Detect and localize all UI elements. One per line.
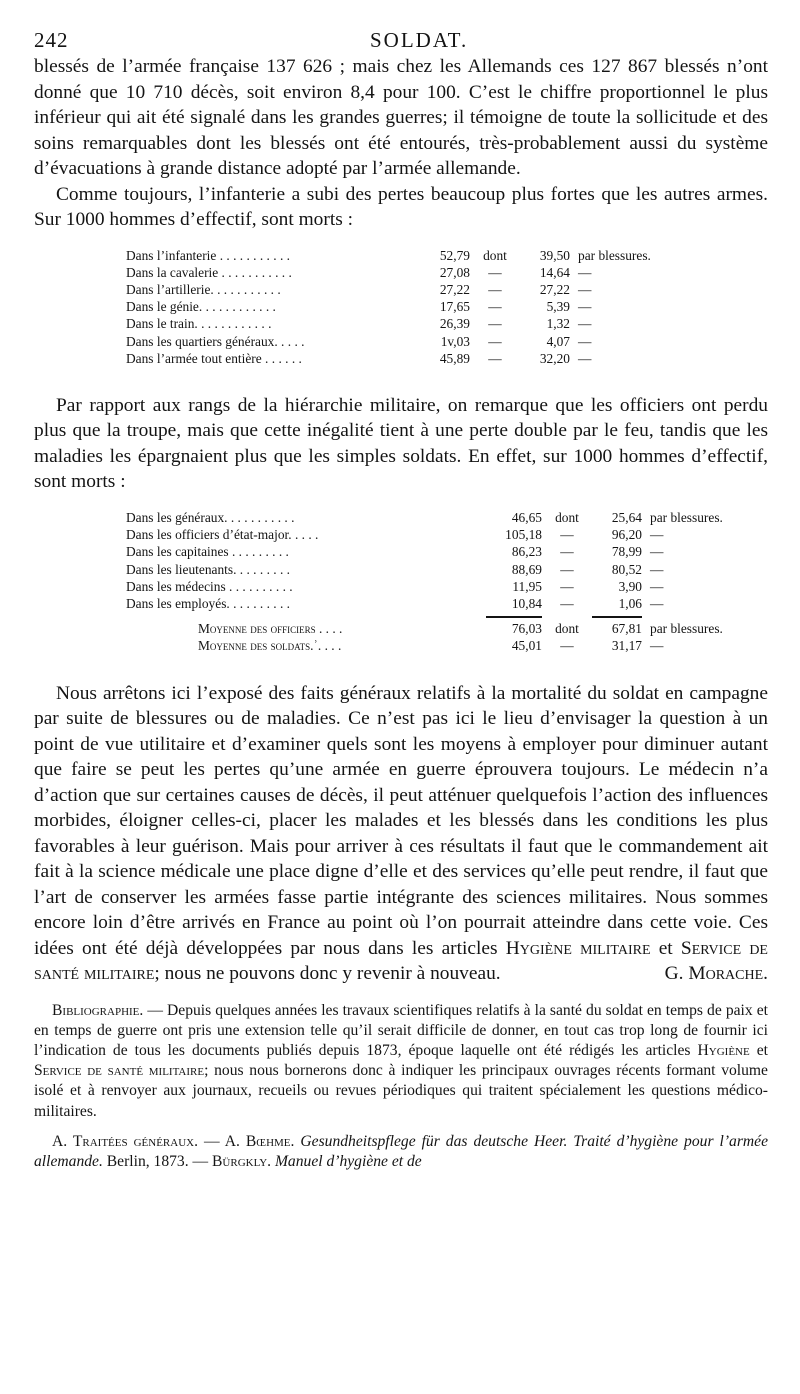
rank-row-label: Dans les capitaines . . . . . . . . . — [126, 544, 289, 560]
arms-row-row — [126, 281, 651, 298]
arms-row-label: Dans la cavalerie . . . . . . . . . . . — [126, 264, 292, 280]
bibliography-text-end: ; nous nous bornerons donc à indiquer les principaux ouvrages récents formant volume isolé et à renvoyer aux journaux, recueils ou revues périodiques qui traitent spécialement les questions médico-militaires. — [34, 1062, 768, 1120]
rank-row-label: Dans les lieutenants. . . . . . . . . — [126, 561, 291, 577]
rank-row-total: 88,69 — [511, 561, 542, 577]
arms-row-label: Dans le génie. . . . . . . . . . . . — [126, 299, 276, 315]
averages-rule — [126, 612, 723, 620]
reference-author-boehme: Bœhme. — [245, 1132, 295, 1150]
arms-row-row — [126, 350, 651, 367]
arms-row-tail: — — [578, 316, 592, 332]
arms-row-total: 1v,03 — [440, 333, 470, 349]
rank-row-tail: — — [650, 527, 664, 543]
arms-row-total: 26,39 — [439, 316, 470, 332]
arms-row-wounds: 1,32 — [546, 316, 570, 332]
arms-row-wounds: 14,64 — [539, 264, 570, 280]
average-row-wounds: 31,17 — [611, 638, 642, 654]
references-section: A. Traitées généraux. — [52, 1132, 199, 1150]
average-row-total: 76,03 — [511, 621, 542, 637]
bibliography-note — [34, 1001, 768, 1122]
rank-row-wounds: 3,90 — [618, 578, 642, 594]
rank-row-connector: — — [560, 544, 574, 560]
arms-row-total: 27,08 — [439, 264, 470, 280]
average-row-connector: — — [560, 638, 574, 654]
arms-row-tail: par blessures. — [578, 247, 651, 263]
arms-row-total: 45,89 — [439, 350, 470, 366]
rank-row-tail: — — [650, 578, 664, 594]
conclusion-end: ; nous ne pouvons donc y revenir à nouveau. — [154, 963, 501, 985]
author-signature: G. Morache. — [664, 963, 768, 985]
paragraph-conclusion — [34, 681, 768, 987]
arms-row-wounds: 39,50 — [539, 247, 570, 263]
arms-row-label: Dans le train. . . . . . . . . . . . — [126, 316, 272, 332]
running-title: SOLDAT. — [370, 28, 469, 52]
average-row-row — [126, 637, 723, 654]
arms-row-row — [126, 315, 651, 332]
average-row-row — [126, 620, 723, 637]
rank-row-tail: — — [650, 561, 664, 577]
bibliography-ref-service: Service de santé militaire — [34, 1062, 205, 1080]
arms-row-tail: — — [578, 281, 592, 297]
bibliography-ref-hygiene: Hygiène — [697, 1041, 750, 1059]
average-row-label: Moyenne des officiers . . . . — [198, 621, 343, 637]
rank-row-label: Dans les généraux. . . . . . . . . . . — [126, 509, 295, 525]
rank-row-row — [126, 509, 723, 526]
rank-row-wounds: 80,52 — [611, 561, 642, 577]
rank-row-row — [126, 526, 723, 543]
rank-row-wounds: 78,99 — [611, 544, 642, 560]
arms-row-wounds: 32,20 — [539, 350, 570, 366]
arms-row-connector: — — [488, 281, 502, 297]
arms-row-label: Dans l’armée tout entière . . . . . . — [126, 350, 302, 366]
average-row-wounds: 67,81 — [611, 621, 642, 637]
rank-row-connector: dont — [555, 509, 579, 525]
rank-row-label: Dans les employés. . . . . . . . . . — [126, 595, 291, 611]
arms-row-row — [126, 333, 651, 350]
rule-line — [592, 616, 642, 618]
arms-row-connector: — — [488, 264, 502, 280]
average-row-tail: — — [650, 638, 664, 654]
arms-row-row — [126, 264, 651, 281]
reference-place-boehme: Berlin, 1873. — — [102, 1152, 213, 1170]
arms-row-total: 27,22 — [439, 281, 470, 297]
rank-row-row — [126, 561, 723, 578]
reference-title-burgkly: Manuel d’hygiène et de — [271, 1152, 422, 1170]
rank-row-total: 86,23 — [511, 544, 542, 560]
page-header — [34, 20, 768, 54]
arms-row-tail: — — [578, 333, 592, 349]
bibliography-lead: Bibliographie. — [52, 1001, 144, 1019]
rank-row-row — [126, 595, 723, 612]
book-page — [34, 20, 768, 1172]
conclusion-and: et — [658, 937, 673, 959]
average-row-total: 45,01 — [511, 638, 542, 654]
arms-row-wounds: 5,39 — [546, 299, 570, 315]
arms-row-tail: — — [578, 350, 592, 366]
paragraph-continuation: blessés de l’armée française 137 626 ; mais chez les Allemands ces 127 867 blessés n’ont donné que 10 710 décès, soit environ 8,4 pour 100. C’est le chiffre proportionnel le plus inférieur qui ait été signalé dans les grandes guerres; il témoigne de toute la sollicitude et des soins remarquables dont les blessés ont été entourés, très-probablement aussi du système d’évacuations à grande distance adopté par l’armée allemande. — [34, 56, 768, 179]
rank-row-connector: — — [560, 561, 574, 577]
rank-row-wounds: 1,06 — [618, 595, 642, 611]
arms-row-total: 52,79 — [439, 247, 470, 263]
arms-row-wounds: 27,22 — [539, 281, 570, 297]
arms-row-label: Dans l’infanterie . . . . . . . . . . . — [126, 247, 290, 263]
rank-row-connector: — — [560, 578, 574, 594]
rank-row-row — [126, 543, 723, 560]
average-row-connector: dont — [555, 621, 579, 637]
ref-service-sante: Service de santé militaire — [34, 937, 768, 985]
bibliography-text: — Depuis quelques années les travaux scientifiques relatifs à la santé du soldat en temps de paix et en temps de guerre ont pris une extension telle qu’il serait difficile de donner, en tout cas trop long de fournir ici l’indication de tous les documents publiés depuis 1873, époque laquelle ont été rédigés les articles — [34, 1001, 768, 1059]
ref-hygiene-militaire: Hygiène militaire — [505, 937, 651, 959]
arms-row-tail: — — [578, 264, 592, 280]
reference-author-burgkly: Bürgkly. — [212, 1152, 272, 1170]
rank-row-label: Dans les officiers d’état-major. . . . . — [126, 527, 319, 543]
paragraph-infantry-intro: Comme toujours, l’infanterie a subi des pertes beaucoup plus fortes que les autres armes. Sur 1000 hommes d’effectif, sont morts : — [34, 183, 768, 230]
arms-row-label: Dans l’artillerie. . . . . . . . . . . — [126, 281, 281, 297]
table-arms-mortality — [126, 247, 651, 367]
arms-row-row — [126, 247, 651, 264]
rank-row-connector: — — [560, 527, 574, 543]
average-row-label: Moyenne des soldats.ʾ. . . . — [198, 638, 342, 654]
rank-row-wounds: 96,20 — [611, 527, 642, 543]
rank-row-tail: — — [650, 595, 664, 611]
paragraph-hierarchy: Par rapport aux rangs de la hiérarchie militaire, on remarque que les officiers ont perdu plus que la troupe, mais que cette inégalité tient à une perte double par le feu, tandis que les maladies les épargnaient plus que les simples soldats. En effet, sur 1000 hommes d’effectif, sont morts : — [34, 394, 768, 493]
average-row-tail: par blessures. — [650, 621, 723, 637]
rule-line — [486, 616, 542, 618]
arms-row-connector: — — [488, 333, 502, 349]
page-number: 242 — [34, 28, 69, 52]
arms-row-connector: — — [488, 350, 502, 366]
arms-row-connector: — — [488, 316, 502, 332]
arms-row-wounds: 4,07 — [546, 333, 570, 349]
arms-row-label: Dans les quartiers généraux. . . . . — [126, 333, 305, 349]
rank-row-total: 11,95 — [512, 578, 542, 594]
reference-title-boehme: Gesundheitspflege für das deutsche Heer. Traité d’hygiène pour l’armée allemande. — [34, 1132, 769, 1170]
rank-row-total: 105,18 — [505, 527, 542, 543]
rank-row-wounds: 25,64 — [611, 509, 642, 525]
rank-row-row — [126, 578, 723, 595]
table-ranks-mortality — [126, 509, 723, 655]
rank-row-label: Dans les médecins . . . . . . . . . . — [126, 578, 293, 594]
arms-row-connector: — — [488, 299, 502, 315]
conclusion-text: Nous arrêtons ici l’exposé des faits généraux relatifs à la mortalité du soldat en campagne par suite de blessures ou de maladies. Ce n’est pas ici le lieu d’envisager la question à un point de vue utilitaire et d’examiner quels sont les moyens à employer pour diminuer autant que faire se peut les pertes qu’une armée en guerre éprouvera toujours. Le médecin n’a d’action que sur certaines causes de décès, il peut atténuer quelquefois l’action des influences morbides, éloigner celles-ci, placer les malades et les blessés dans les conditions les plus favorables à leur guérison. Mais pour arriver à ces résultats il faut que le commandement ait fait à la science médicale une place digne d’elle et des services qu’elle peut rendre, il faut que l’art de conserver les armées fasse partie intégrante des sciences militaires. Nous sommes encore loin d’être arrivés en France au point où l’on pourrait atteindre dans cette voie. Ces idées ont été déjà développées par nous dans les articles — [34, 682, 768, 959]
references-dash: — A. — [198, 1132, 246, 1150]
arms-row-tail: — — [578, 299, 592, 315]
arms-row-total: 17,65 — [439, 299, 470, 315]
arms-row-row — [126, 298, 651, 315]
rank-row-tail: par blessures. — [650, 509, 723, 525]
rank-row-total: 46,65 — [511, 509, 542, 525]
references-list — [34, 1132, 768, 1172]
arms-row-connector: dont — [483, 247, 507, 263]
rank-row-total: 10,84 — [511, 595, 542, 611]
rank-row-connector: — — [560, 595, 574, 611]
bibliography-and: et — [749, 1041, 768, 1059]
rank-row-tail: — — [650, 544, 664, 560]
